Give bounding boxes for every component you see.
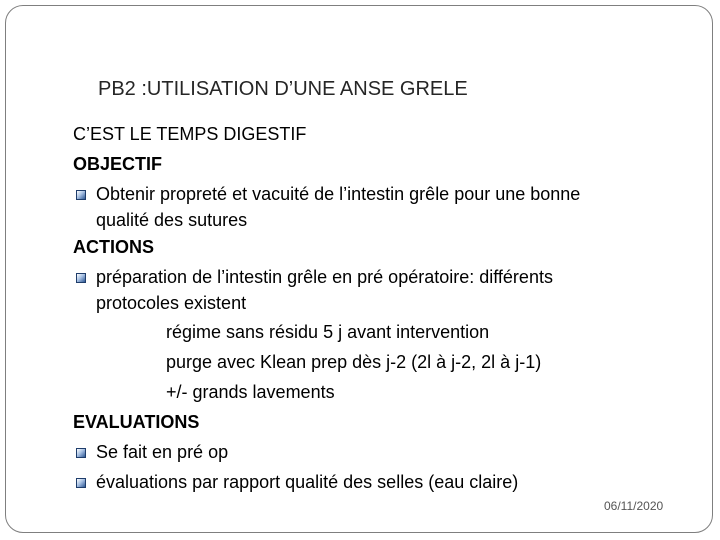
objective-bullet-line2: qualité des sutures xyxy=(96,210,248,230)
protocol-item-purge: purge avec Klean prep dès j-2 (2l à j-2, 2l à j-1) xyxy=(166,352,542,372)
slide-title: PB2 :UTILISATION D’UNE ANSE GRELE xyxy=(98,78,468,100)
protocol-item-diet: régime sans résidu 5 j avant intervention xyxy=(166,322,490,342)
heading-evaluations: EVALUATIONS xyxy=(73,412,200,432)
square-bullet-icon xyxy=(76,448,86,458)
evaluation-bullet-preop: Se fait en pré op xyxy=(96,442,229,462)
section-line-digestive: C’EST LE TEMPS DIGESTIF xyxy=(73,124,307,144)
heading-objectif: OBJECTIF xyxy=(73,154,163,174)
heading-actions: ACTIONS xyxy=(73,237,154,257)
actions-bullet-line2: protocoles existent xyxy=(96,293,247,313)
square-bullet-icon xyxy=(76,190,86,200)
protocol-item-enema: +/- grands lavements xyxy=(166,382,335,402)
evaluation-bullet-stool: évaluations par rapport qualité des selles (eau claire) xyxy=(96,472,519,492)
square-bullet-icon xyxy=(76,478,86,488)
slide-date: 06/11/2020 xyxy=(604,499,664,513)
actions-bullet-line1: préparation de l’intestin grêle en pré opératoire: différents xyxy=(96,267,553,287)
square-bullet-icon xyxy=(76,273,86,283)
objective-bullet-line1: Obtenir propreté et vacuité de l’intestin grêle pour une bonne xyxy=(96,184,581,204)
